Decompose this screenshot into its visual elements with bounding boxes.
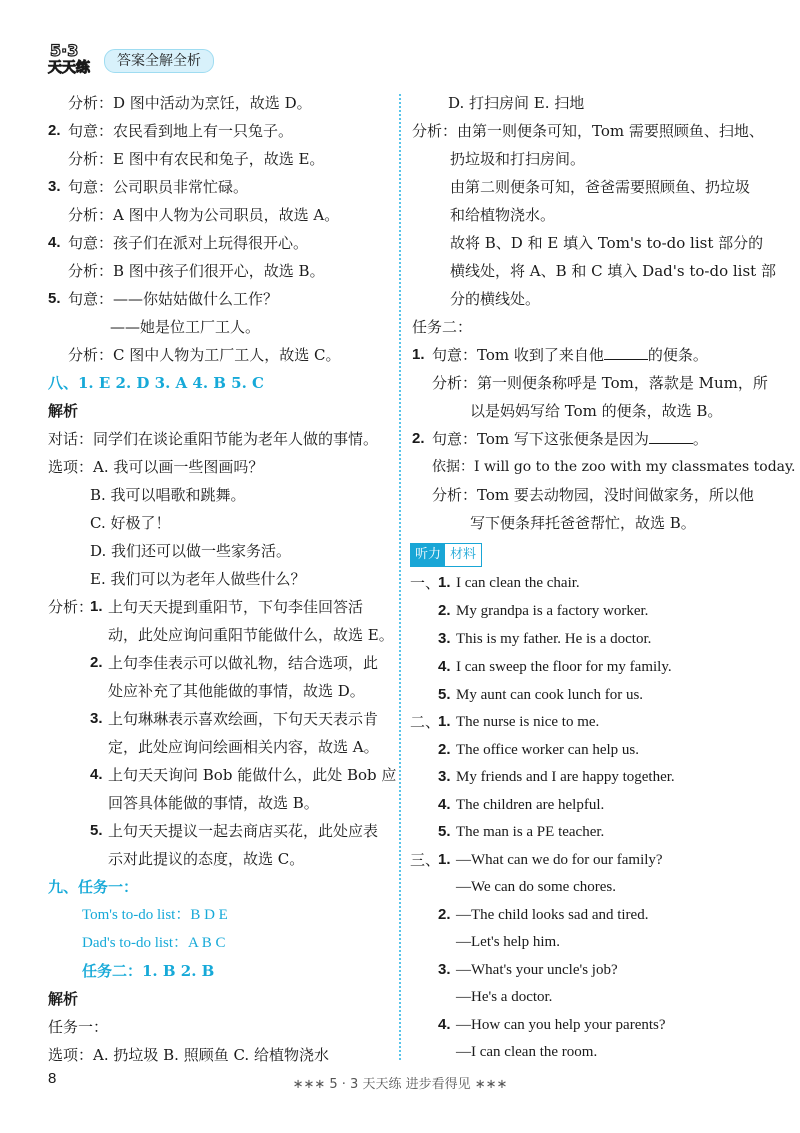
right-line-1: D. 打扫房间 E. 扫地: [448, 94, 585, 112]
item-number: 3.: [48, 178, 61, 195]
brand-logo-icon: [46, 38, 100, 76]
right-line-16: 写下便条拜托爸爸帮忙，故选 B。: [470, 514, 696, 532]
right-line-10: [432, 345, 708, 365]
script-line: My aunt can cook lunch for us.: [456, 687, 644, 703]
left-line-21: 上句李佳表示可以做礼物，结合选项，此: [108, 654, 379, 672]
item-number: 4.: [90, 766, 103, 783]
footer-slogan: ∗∗∗ 5 · 3 天天练 进步看得见 ∗∗∗: [292, 1077, 508, 1092]
script-line: The nurse is nice to me.: [456, 714, 600, 730]
left-line-26: 回答具体能做的事情，故选 B。: [108, 794, 319, 812]
script-line: My friends and I are happy together.: [456, 769, 675, 785]
left-line-17: D. 我们还可以做一些家务活。: [90, 542, 292, 560]
page-number: 8: [48, 1070, 57, 1087]
section-9-heading: 九、任务一：: [48, 878, 139, 896]
left-line-7: 分析：B 图中孩子们很开心，故选 B。: [68, 262, 325, 280]
item-number: 2.: [438, 602, 451, 619]
task-2-answers: 任务二：1. B 2. B: [82, 962, 215, 980]
left-line-24: 定，此处应询问绘画相关内容，故选 A。: [108, 738, 379, 756]
script-line: My grandpa is a factory worker.: [456, 603, 649, 619]
listening-material-tag: [410, 543, 482, 567]
column-divider: [399, 94, 401, 1060]
left-line-13: 对话：同学们在谈论重阳节能为老年人做的事情。: [48, 430, 379, 448]
section-prefix: 三、: [410, 851, 441, 869]
right-line-13: [432, 429, 708, 449]
left-line-19: 上句天天提到重阳节，下句李佳回答活: [108, 598, 364, 616]
item-number: 4.: [438, 658, 451, 675]
question-text-end: 的便条。: [647, 346, 708, 364]
script-line: —He's a doctor.: [456, 989, 553, 1005]
task-2-label: 任务二：: [412, 318, 473, 336]
right-line-5: 和给植物浇水。: [450, 206, 556, 224]
script-line: —Let's help him.: [456, 934, 560, 950]
item-number: 2.: [48, 122, 61, 139]
item-number: 4.: [438, 1016, 451, 1033]
left-line-28: 示对此提议的态度，故选 C。: [108, 850, 305, 868]
item-number: 3.: [438, 961, 451, 978]
answer-blank: [649, 429, 693, 444]
answer-blank: [604, 345, 648, 360]
right-line-12: 以是妈妈写给 Tom 的便条，故选 B。: [470, 402, 723, 420]
script-line: —We can do some chores.: [456, 879, 616, 895]
script-line: —What can we do for our family?: [456, 852, 663, 868]
item-number: 5.: [90, 822, 103, 839]
task-1-label: 任务一：: [48, 1018, 109, 1036]
analysis-label: 分析：: [48, 598, 94, 616]
item-number: 1.: [438, 851, 451, 868]
left-line-18: E. 我们可以为老年人做些什么？: [90, 570, 306, 588]
script-line: The man is a PE teacher.: [456, 824, 605, 840]
right-line-7: 横线处，将 A、B 和 C 填入 Dad's to-do list 部: [450, 262, 776, 280]
left-line-25: 上句天天询问 Bob 能做什么，此处 Bob 应: [108, 766, 397, 784]
right-line-2: 分析：由第一则便条可知，Tom 需要照顾鱼、扫地、: [412, 122, 764, 140]
script-line: I can sweep the floor for my family.: [456, 659, 672, 675]
left-line-5: 分析：A 图中人物为公司职员，故选 A。: [68, 206, 340, 224]
question-text: 句意：Tom 写下这张便条是因为: [432, 430, 649, 448]
section-8-answers: 八、1. E 2. D 3. A 4. B 5. C: [48, 374, 264, 392]
right-line-14: 依据：I will go to the zoo with my classmates today.: [432, 459, 796, 475]
script-line: —How can you help your parents?: [456, 1017, 666, 1033]
left-line-1: 分析：D 图中活动为烹饪，故选 D。: [68, 94, 312, 112]
item-number: 3.: [90, 710, 103, 727]
script-line: The children are helpful.: [456, 797, 605, 813]
left-line-16: C. 好极了！: [90, 514, 171, 532]
question-text-end: 。: [692, 430, 708, 448]
left-line-27: 上句天天提议一起去商店买花，此处应表: [108, 822, 379, 840]
item-number: 3.: [438, 768, 451, 785]
left-line-23: 上句琳琳表示喜欢绘画，下句天天表示肯: [108, 710, 379, 728]
left-line-6: 句意：孩子们在派对上玩得很开心。: [68, 234, 309, 252]
section-prefix: 一、: [410, 574, 441, 592]
script-line: The office worker can help us.: [456, 742, 639, 758]
left-line-9: ——她是位工厂工人。: [110, 318, 261, 336]
left-line-2: 句意：农民看到地上有一只兔子。: [68, 122, 294, 140]
script-line: —What's your uncle's job?: [456, 962, 618, 978]
item-number: 4.: [48, 234, 61, 251]
item-number: 4.: [438, 796, 451, 813]
answer-key-badge: 答案全解全析: [104, 49, 214, 73]
right-line-8: 分的横线处。: [450, 290, 541, 308]
svg-text:天天练: 天天练: [48, 60, 90, 76]
script-line: This is my father. He is a doctor.: [456, 631, 652, 647]
left-line-4: 句意：公司职员非常忙碌。: [68, 178, 249, 196]
item-number: 1.: [412, 346, 425, 363]
analysis-heading: 解析: [48, 990, 79, 1008]
dad-todo-answer: Dad's to-do list：A B C: [82, 935, 226, 951]
right-line-11: 分析：第一则便条称呼是 Tom，落款是 Mum，所: [432, 374, 768, 392]
script-line: —The child looks sad and tired.: [456, 907, 649, 923]
item-number: 2.: [412, 430, 425, 447]
analysis-heading: 解析: [48, 402, 79, 420]
left-line-14: 选项：A. 我可以画一些图画吗？: [48, 458, 264, 476]
tom-todo-answer: Tom's to-do list：B D E: [82, 907, 228, 923]
tag-material: 材料: [445, 544, 481, 566]
section-prefix: 二、: [410, 713, 441, 731]
item-number: 1.: [438, 713, 451, 730]
question-text: 句意：Tom 收到了来自他: [432, 346, 604, 364]
right-line-3: 扔垃圾和打扫房间。: [450, 150, 586, 168]
left-line-3: 分析：E 图中有农民和兔子，故选 E。: [68, 150, 325, 168]
right-line-6: 故将 B、D 和 E 填入 Tom's to-do list 部分的: [450, 234, 764, 252]
right-line-4: 由第二则便条可知，爸爸需要照顾鱼、扔垃圾: [450, 178, 751, 196]
left-line-35: 选项：A. 扔垃圾 B. 照顾鱼 C. 给植物浇水: [48, 1046, 329, 1064]
svg-text:5·3: 5·3: [50, 41, 79, 60]
left-line-22: 处应补充了其他能做的事情，故选 D。: [108, 682, 365, 700]
left-line-20: 动，此处应询问重阳节能做什么，故选 E。: [108, 626, 394, 644]
left-line-8: 句意：——你姑姑做什么工作？: [68, 290, 279, 308]
item-number: 2.: [438, 741, 451, 758]
item-number: 1.: [90, 598, 103, 615]
item-number: 1.: [438, 574, 451, 591]
script-line: —I can clean the room.: [456, 1044, 598, 1060]
item-number: 3.: [438, 630, 451, 647]
item-number: 5.: [438, 823, 451, 840]
item-number: 5.: [48, 290, 61, 307]
left-line-15: B. 我可以唱歌和跳舞。: [90, 486, 246, 504]
script-line: I can clean the chair.: [456, 575, 580, 591]
tag-listening: 听力: [411, 544, 445, 566]
item-number: 2.: [90, 654, 103, 671]
item-number: 5.: [438, 686, 451, 703]
left-line-10: 分析：C 图中人物为工厂工人，故选 C。: [68, 346, 341, 364]
right-line-15: 分析：Tom 要去动物园，没时间做家务，所以他: [432, 486, 754, 504]
item-number: 2.: [438, 906, 451, 923]
